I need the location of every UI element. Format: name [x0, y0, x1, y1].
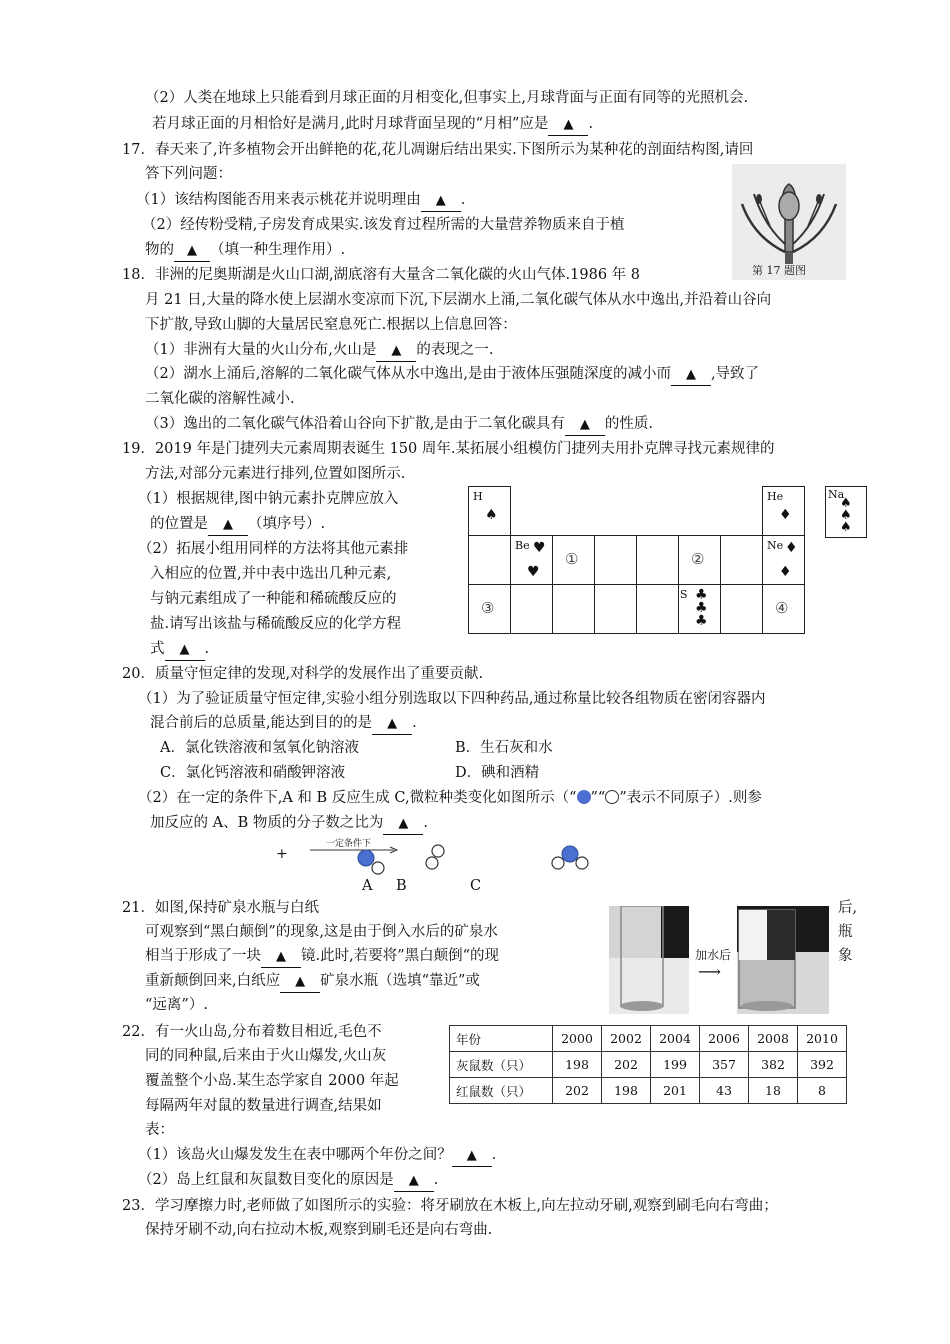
q21-stem: 21．如图,保持矿泉水瓶与白纸: [122, 900, 320, 916]
q19-stem-2: 方法,对部分元素进行排列,位置如图所示.: [145, 466, 406, 482]
element-card-table: [468, 486, 805, 634]
answer-blank[interactable]: ▲: [280, 972, 320, 993]
q19-stem: 19．2019 年是门捷列夫元素周期表诞生 150 周年.某拓展小组模仿门捷列夫用扑克牌寻找元素规律的: [122, 441, 775, 457]
q17-sub2-cont: 物的 ▲ （填一种生理作用）.: [145, 240, 345, 262]
q22-sub2: （2）岛上红鼠和灰鼠数目变化的原因是 ▲ .: [138, 1170, 438, 1192]
q19-sub2-e: 式 ▲ .: [150, 639, 209, 661]
answer-blank[interactable]: ▲: [376, 341, 416, 362]
answer-blank[interactable]: ▲: [421, 191, 461, 212]
q20-sub2-cont: 加反应的 A、B 物质的分子数之比为 ▲ .: [150, 813, 428, 835]
answer-blank[interactable]: ▲: [174, 241, 210, 262]
answer-blank[interactable]: ▲: [372, 714, 412, 735]
figure-caption: 第 17 题图: [752, 264, 806, 277]
q20-sub2: （2）在一定的条件下,A 和 B 反应生成 C,微粒种类变化如图所示（“ ”“ ”表示不同原子）.则参: [138, 790, 762, 806]
plus-sign: +: [276, 846, 288, 862]
rat-count-table: [449, 1025, 847, 1104]
answer-blank[interactable]: ▲: [565, 415, 605, 436]
q16-line2: 若月球正面的月相恰好是满月,此时月球背面呈现的“月相”应是 ▲ .: [152, 114, 593, 136]
table-row: 灰鼠数（只） 198 202 199 357 382 392: [450, 1052, 847, 1078]
q22-stem-5: 表：: [145, 1122, 174, 1138]
card-na: Na ♠ ♠ ♠: [825, 486, 867, 538]
q21-line2: 可观察到“黑白颠倒”的现象,这是由于倒入水后的矿泉水: [145, 924, 498, 940]
q22-sub1: （1）该岛火山爆发发生在表中哪两个年份之间？ ▲ .: [138, 1145, 496, 1167]
q22-stem: 22．有一火山岛,分布着数目相近,毛色不: [122, 1024, 382, 1040]
reaction-diagram: [270, 836, 610, 896]
q20-sub1-cont: 混合前后的总质量,能达到目的的是 ▲ .: [150, 713, 417, 735]
q17-sub1: （1）该结构图能否用来表示桃花并说明理由 ▲ .: [136, 190, 465, 212]
answer-blank[interactable]: ▲: [452, 1146, 492, 1167]
label-c: C: [470, 878, 482, 894]
q18-stem-3: 下扩散,导致山脚的大量居民窒息死亡.根据以上信息回答：: [145, 317, 517, 333]
q19-sub1-cont: 的位置是 ▲ （填序号）.: [150, 514, 325, 536]
q18-stem-2: 月 21 日,大量的降水使上层湖水变凉而下沉,下层湖水上涌,二氧化碳气体从水中逸出,并沿着山谷向: [145, 292, 772, 308]
q21-stem-end: 后,: [838, 900, 858, 916]
q23-stem: 23．学习摩擦力时,老师做了如图所示的实验：将牙刷放在木板上,向左拉动牙刷,观察到刷毛向右弯曲；: [122, 1198, 778, 1214]
q21-line5: “远离”）.: [145, 997, 208, 1013]
q19-sub2-c: 与钠元素组成了一种能和稀硫酸反应的: [150, 591, 397, 607]
q22-stem-4: 每隔两年对鼠的数量进行调查,结果如: [145, 1098, 382, 1114]
position-2: ②: [679, 536, 721, 585]
q21-line3: 相当于形成了一块 ▲ 镜.此时,若要将”黑白颠倒“的现: [145, 946, 499, 968]
option-b[interactable]: B．生石灰和水: [455, 740, 553, 756]
label-b: B: [396, 878, 407, 894]
answer-blank[interactable]: ▲: [261, 947, 301, 968]
position-3: ③: [469, 585, 511, 634]
q17-stem-2: 答下列问题：: [145, 166, 232, 182]
photo-label: 加水后: [695, 948, 732, 962]
q20-stem: 20．质量守恒定律的发现,对科学的发展作出了重要贡献.: [122, 666, 484, 682]
q21-line2-end: 瓶: [838, 924, 853, 940]
answer-blank[interactable]: ▲: [165, 640, 205, 661]
q18-sub2: （2）湖水上涌后,溶解的二氧化碳气体从水中逸出,是由于液体压强随深度的减小而 ▲ ,导致了: [145, 364, 759, 386]
answer-blank[interactable]: ▲: [208, 515, 248, 536]
table-row: 红鼠数（只） 202 198 201 43 18 8: [450, 1078, 847, 1104]
answer-blank[interactable]: ▲: [383, 814, 423, 835]
card-ne: Ne ♦ ♦: [763, 536, 805, 585]
q18-stem: 18．非洲的尼奥斯湖是火山口湖,湖底溶有大量含二氧化碳的火山气体.1986 年 8: [122, 267, 641, 283]
blue-atom-icon: [577, 790, 591, 804]
q23-stem-2: 保持牙刷不动,向右拉动木板,观察到刷毛还是向右弯曲.: [145, 1222, 493, 1238]
q19-sub2-d: 盐.请写出该盐与稀硫酸反应的化学方程: [150, 616, 402, 632]
flower-section-figure: [732, 164, 846, 280]
white-atom-icon: [605, 790, 619, 804]
option-a[interactable]: A．氯化铁溶液和氢氧化钠溶液: [160, 740, 359, 756]
q18-sub2-cont: 二氧化碳的溶解性减小.: [145, 391, 295, 407]
q17-stem: 17．春天来了,许多植物会开出鲜艳的花,花儿凋谢后结出果实.下图所示为某种花的剖面结构图,请回: [122, 142, 754, 158]
q22-stem-2: 同的同种鼠,后来由于火山爆发,火山灰: [145, 1048, 387, 1064]
q21-line3-end: 象: [838, 948, 853, 964]
card-be: Be ♥ ♥: [511, 536, 553, 585]
q21-line4: 重新颠倒回来,白纸应 ▲ 矿泉水瓶（选填“靠近”或: [145, 971, 480, 993]
answer-blank[interactable]: ▲: [671, 365, 711, 386]
arrow-right-icon: ⟶: [698, 962, 721, 981]
card-s: S ♣ ♣ ♣: [679, 585, 721, 634]
label-a: A: [362, 878, 373, 894]
answer-blank[interactable]: ▲: [548, 115, 588, 136]
position-4: ④: [763, 585, 805, 634]
option-c[interactable]: C．氯化钙溶液和硝酸钾溶液: [160, 765, 346, 781]
q19-sub2-b: 入相应的位置,并中表中选出几种元素,: [150, 566, 392, 582]
option-d[interactable]: D．碘和酒精: [455, 765, 540, 781]
q17-sub2: （2）经传粉受精,子房发育成果实.该发育过程所需的大量营养物质来自于植: [142, 217, 625, 233]
q22-stem-3: 覆盖整个小岛.某生态学家自 2000 年起: [145, 1073, 399, 1089]
answer-blank[interactable]: ▲: [394, 1171, 434, 1192]
q18-sub3: （3）逸出的二氧化碳气体沿着山谷向下扩散,是由于二氧化碳具有 ▲ 的性质.: [145, 414, 653, 436]
reaction-condition: 一定条件下: [326, 839, 372, 849]
bottle-photo: [609, 906, 829, 1014]
table-header-row: 年份 2000 2002 2004 2006 2008 2010: [450, 1026, 847, 1052]
card-he: He ♦: [763, 487, 805, 536]
q18-sub1: （1）非洲有大量的火山分布,火山是 ▲ 的表现之一.: [145, 340, 493, 362]
q19-sub2: （2）拓展小组用同样的方法将其他元素排: [138, 541, 409, 557]
q20-sub1: （1）为了验证质量守恒定律,实验小组分别选取以下四种药品,通过称量比较各组物质在密闭容器内: [138, 691, 766, 707]
card-h: H ♠: [469, 487, 511, 536]
position-1: ①: [553, 536, 595, 585]
q19-sub1: （1）根据规律,图中钠元素扑克牌应放入: [138, 491, 399, 507]
q16-line1: （2）人类在地球上只能看到月球正面的月相变化,但事实上,月球背面与正面有同等的光照机会.: [145, 90, 749, 106]
